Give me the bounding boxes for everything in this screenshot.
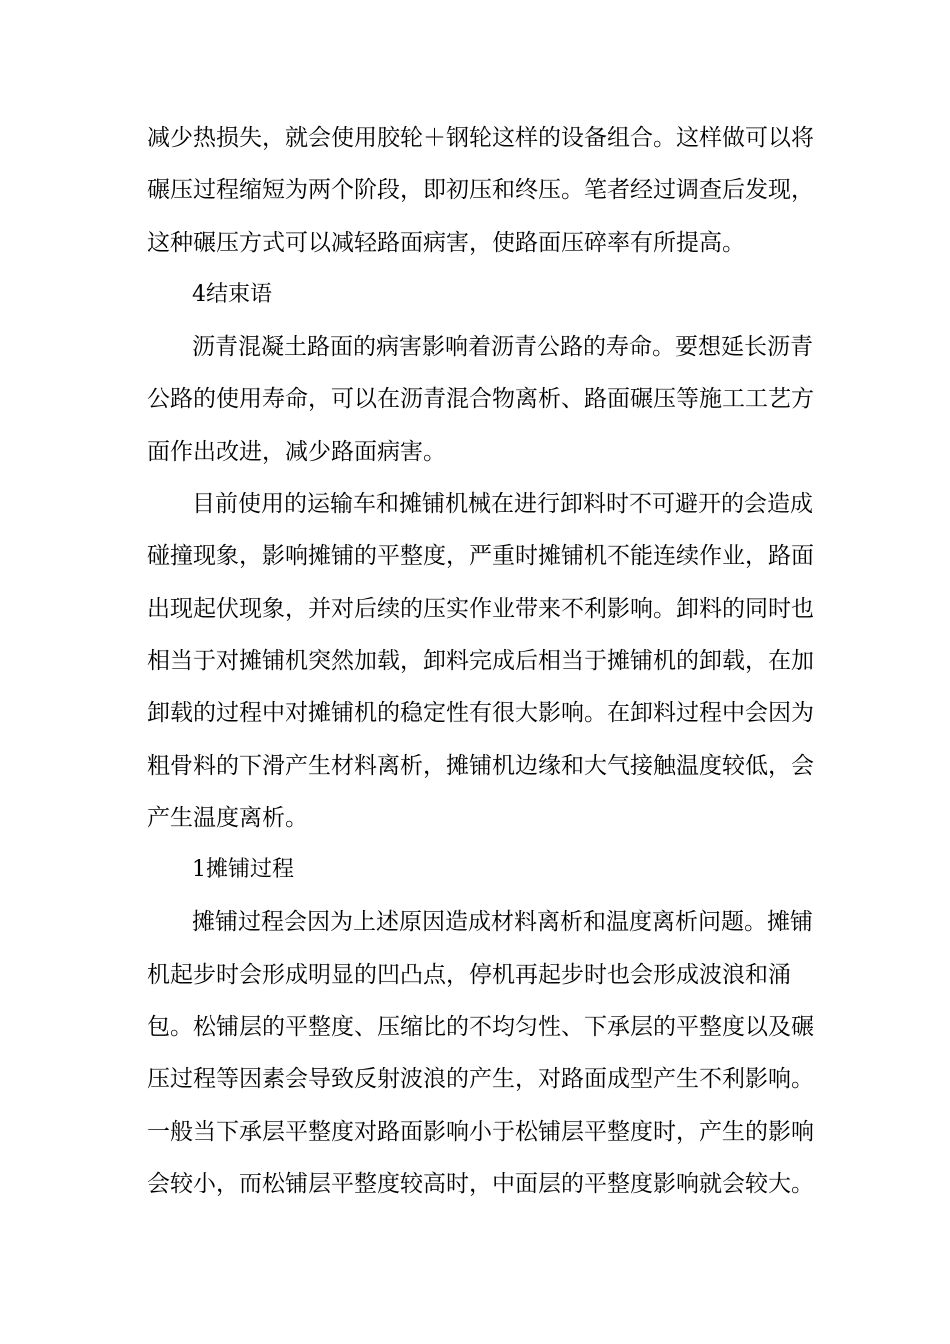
text-line: 出现起伏现象，并对后续的压实作业带来不利影响。卸料的同时也	[147, 595, 814, 622]
paragraph-unloading	[147, 478, 814, 844]
section-heading-paving	[147, 844, 807, 896]
paragraph-roller-combination	[147, 112, 814, 269]
text-line: 这种碾压方式可以减轻路面病害，使路面压碎率有所提高。	[147, 229, 745, 256]
heading-text: 4结束语	[192, 281, 272, 307]
text-line: 会较小，而松铺层平整度较高时，中面层的平整度影响就会较大。	[147, 1170, 814, 1197]
text-line: 包。松铺层的平整度、压缩比的不均匀性、下承层的平整度以及碾	[147, 1014, 814, 1041]
paragraph-paving-process	[147, 896, 814, 1210]
paragraph-conclusion	[147, 321, 814, 478]
text-line: 沥青混凝土路面的病害影响着沥青公路的寿命。要想延长沥青	[192, 334, 813, 361]
text-line: 面作出改进，减少路面病害。	[147, 438, 446, 465]
section-heading-conclusion	[147, 269, 807, 321]
text-line: 相当于对摊铺机突然加载，卸料完成后相当于摊铺机的卸载，在加	[147, 647, 814, 674]
text-line: 减少热损失，就会使用胶轮＋钢轮这样的设备组合。这样做可以将	[147, 125, 814, 151]
text-line: 摊铺过程会因为上述原因造成材料离析和温度离析问题。摊铺	[192, 909, 813, 936]
text-line: 卸载的过程中对摊铺机的稳定性有很大影响。在卸料过程中会因为	[147, 700, 814, 727]
text-line: 碾压过程缩短为两个阶段，即初压和终压。笔者经过调查后发现，	[147, 177, 814, 204]
text-line: 碰撞现象，影响摊铺的平整度，严重时摊铺机不能连续作业，路面	[147, 543, 814, 570]
text-line: 机起步时会形成明显的凹凸点，停机再起步时也会形成波浪和涌	[147, 961, 791, 988]
text-line: 公路的使用寿命，可以在沥青混合物离析、路面碾压等施工工艺方	[147, 386, 814, 413]
text-line: 一般当下承层平整度对路面影响小于松铺层平整度时，产生的影响	[147, 1118, 814, 1145]
text-line: 粗骨料的下滑产生材料离析，摊铺机边缘和大气接触温度较低，会	[147, 752, 814, 779]
text-line: 压过程等因素会导致反射波浪的产生，对路面成型产生不利影响。	[147, 1066, 814, 1093]
document-page	[147, 112, 814, 1210]
heading-text: 1摊铺过程	[192, 857, 294, 883]
text-line: 目前使用的运输车和摊铺机械在进行卸料时不可避开的会造成	[192, 491, 813, 518]
text-line: 产生温度离析。	[147, 804, 308, 831]
